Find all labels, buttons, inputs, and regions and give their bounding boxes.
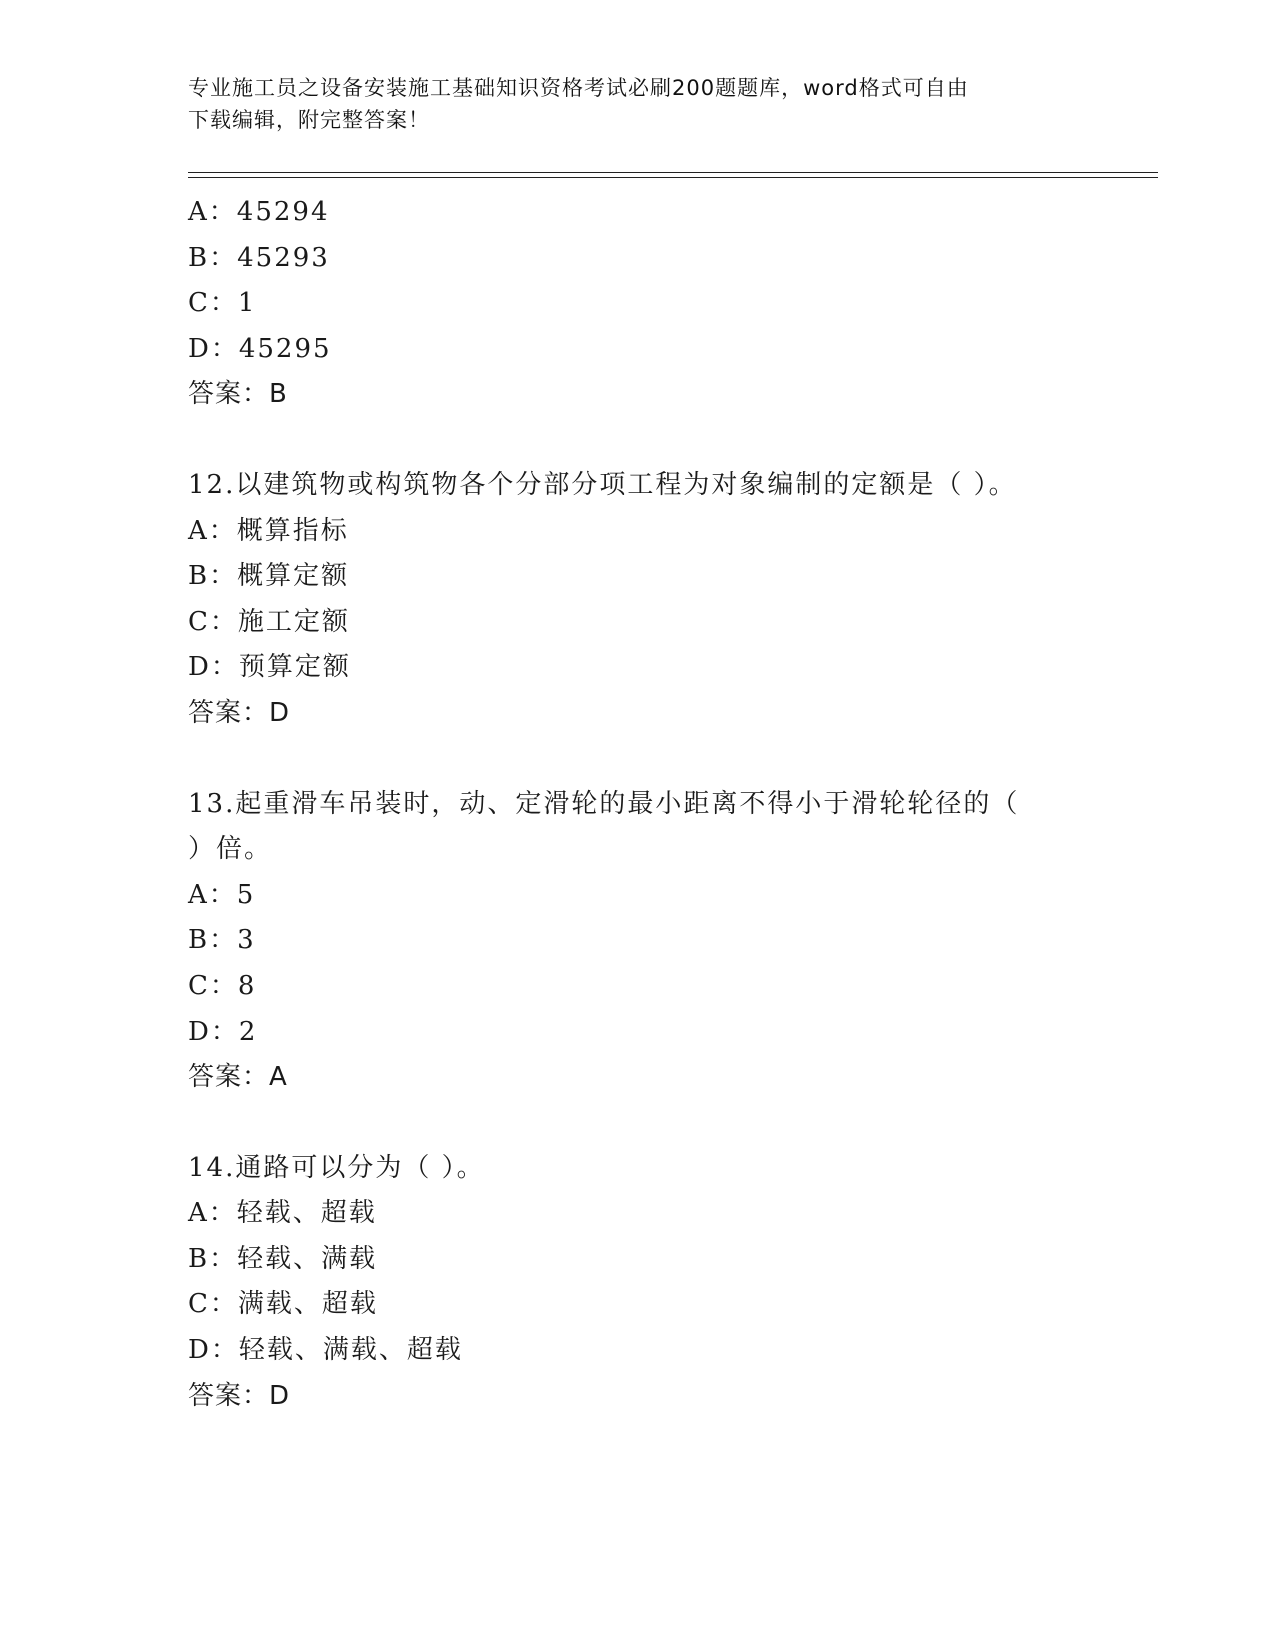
option-b: B：概算定额 xyxy=(188,561,350,592)
option-c: C：满载、超载 xyxy=(188,1289,378,1320)
question-list xyxy=(188,190,1148,1419)
option-b: B：轻载、满载 xyxy=(188,1243,378,1274)
option-a: A：概算指标 xyxy=(188,515,349,546)
option-b: B：3 xyxy=(188,925,256,956)
header-divider-bottom xyxy=(188,177,1158,178)
option-d: D：45295 xyxy=(188,333,332,364)
option-a: A：45294 xyxy=(188,197,330,227)
option-c: C：1 xyxy=(188,288,257,319)
question-12-block xyxy=(188,463,1148,737)
header-title-line-1: 专业施工员之设备安装施工基础知识资格考试必刷200题题库，word格式可自由 xyxy=(188,76,969,100)
previous-question-block xyxy=(188,190,1148,418)
header-divider-top xyxy=(188,172,1158,173)
question-13-block xyxy=(188,782,1148,1101)
header-title-line-2: 下载编辑，附完整答案！ xyxy=(188,108,430,132)
answer-line: 答案：D xyxy=(188,1380,291,1411)
option-a: A：5 xyxy=(188,879,256,910)
question-stem: 13.起重滑车吊装时，动、定滑轮的最小距离不得小于滑轮轮径的（ xyxy=(188,788,1020,819)
question-stem: 14.通路可以分为（ ）。 xyxy=(188,1152,485,1183)
answer-line: 答案：A xyxy=(188,1062,288,1093)
question-stem-continued: ）倍。 xyxy=(188,834,273,865)
option-b: B：45293 xyxy=(188,242,330,273)
option-d: D：轻载、满载、超载 xyxy=(188,1335,463,1366)
question-stem: 12.以建筑物或构筑物各个分部分项工程为对象编制的定额是（ ）。 xyxy=(188,469,1017,500)
option-d: D：2 xyxy=(188,1016,258,1047)
document-header xyxy=(188,72,1088,136)
option-c: C：施工定额 xyxy=(188,606,350,637)
question-14-block xyxy=(188,1146,1148,1420)
option-a: A：轻载、超载 xyxy=(188,1198,377,1229)
answer-line: 答案：B xyxy=(188,379,288,410)
option-c: C：8 xyxy=(188,970,257,1001)
option-d: D：预算定额 xyxy=(188,652,351,683)
answer-line: 答案：D xyxy=(188,697,291,728)
